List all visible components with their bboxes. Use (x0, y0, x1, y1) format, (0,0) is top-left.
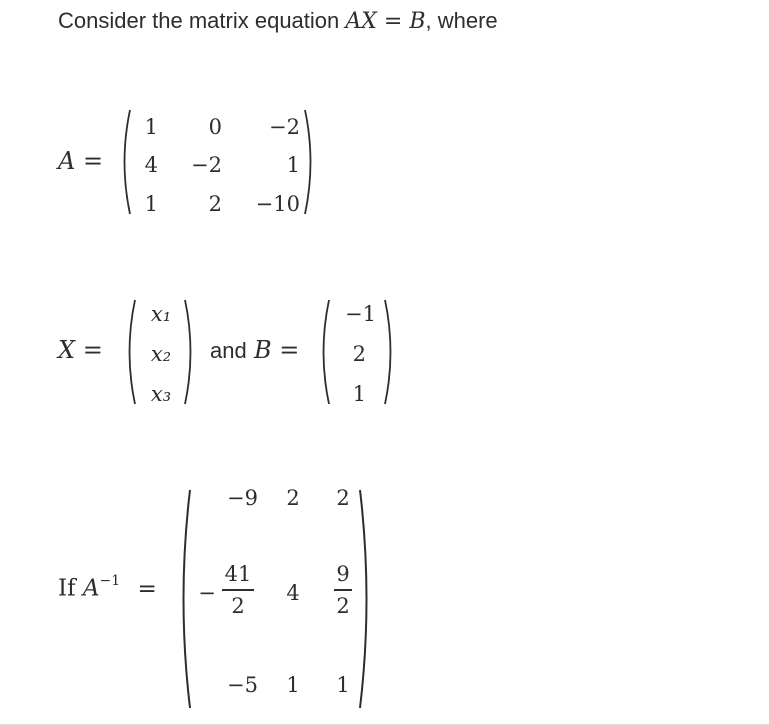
intro-equation: AX = B (345, 9, 426, 34)
matrix-b-entry: 2 (352, 342, 366, 366)
inverse-cell: 1 (336, 673, 350, 697)
matrix-a-cell: 1 (144, 115, 158, 139)
matrix-a-cell: −10 (255, 192, 300, 216)
matrix-a-cell: −2 (269, 115, 300, 139)
inverse-minus-sign: − (198, 581, 216, 605)
matrix-b-entry: 1 (352, 382, 366, 406)
matrix-b-label: B = (254, 336, 300, 364)
inverse-a: A (82, 575, 100, 602)
intro-suffix: , where (425, 8, 498, 33)
inverse-fraction-41-2 (218, 562, 258, 618)
inverse-cell: 2 (336, 486, 350, 510)
fraction-denominator: 2 (336, 593, 350, 618)
matrix-a-label: A = (58, 147, 104, 175)
matrix-x-right-paren (183, 298, 197, 406)
and-text: and (210, 338, 247, 363)
matrix-a-cell: 4 (144, 153, 158, 177)
matrix-a-cell: 0 (208, 115, 222, 139)
matrix-a-cell: 2 (208, 192, 222, 216)
matrix-a-cell: 1 (286, 153, 300, 177)
fraction-bar (334, 589, 352, 591)
inverse-cell: −5 (227, 673, 258, 697)
matrix-x-entry: x₁ (150, 302, 172, 326)
inverse-equals: = (137, 575, 157, 602)
matrix-x-entry: x₃ (150, 382, 172, 406)
matrix-x-left-paren (123, 298, 137, 406)
inverse-cell: 2 (286, 486, 300, 510)
matrix-a-right-paren (303, 108, 317, 216)
matrix-a-cell: 1 (144, 192, 158, 216)
inverse-if: If (58, 575, 76, 602)
fraction-numerator: 9 (336, 562, 350, 586)
fraction-bar (222, 589, 254, 591)
inverse-cell: −9 (227, 486, 258, 510)
matrix-a-cell: −2 (191, 153, 222, 177)
matrix-b-left-paren (317, 298, 331, 406)
matrix-x-entry: x₂ (150, 342, 172, 366)
inverse-right-paren (357, 488, 375, 710)
fraction-denominator: 2 (231, 593, 245, 618)
intro-prefix: Consider the matrix equation (58, 8, 346, 33)
fraction-numerator: 41 (224, 562, 252, 586)
matrix-x-label: X = (58, 336, 103, 364)
inverse-superscript: −1 (99, 573, 121, 589)
inverse-cell: 1 (286, 673, 300, 697)
inverse-label (58, 575, 157, 602)
intro-sentence (58, 6, 498, 37)
inverse-cell: 4 (286, 581, 300, 605)
matrix-b-entry: −1 (345, 302, 376, 326)
inverse-left-paren (175, 488, 193, 710)
matrix-b-right-paren (383, 298, 397, 406)
